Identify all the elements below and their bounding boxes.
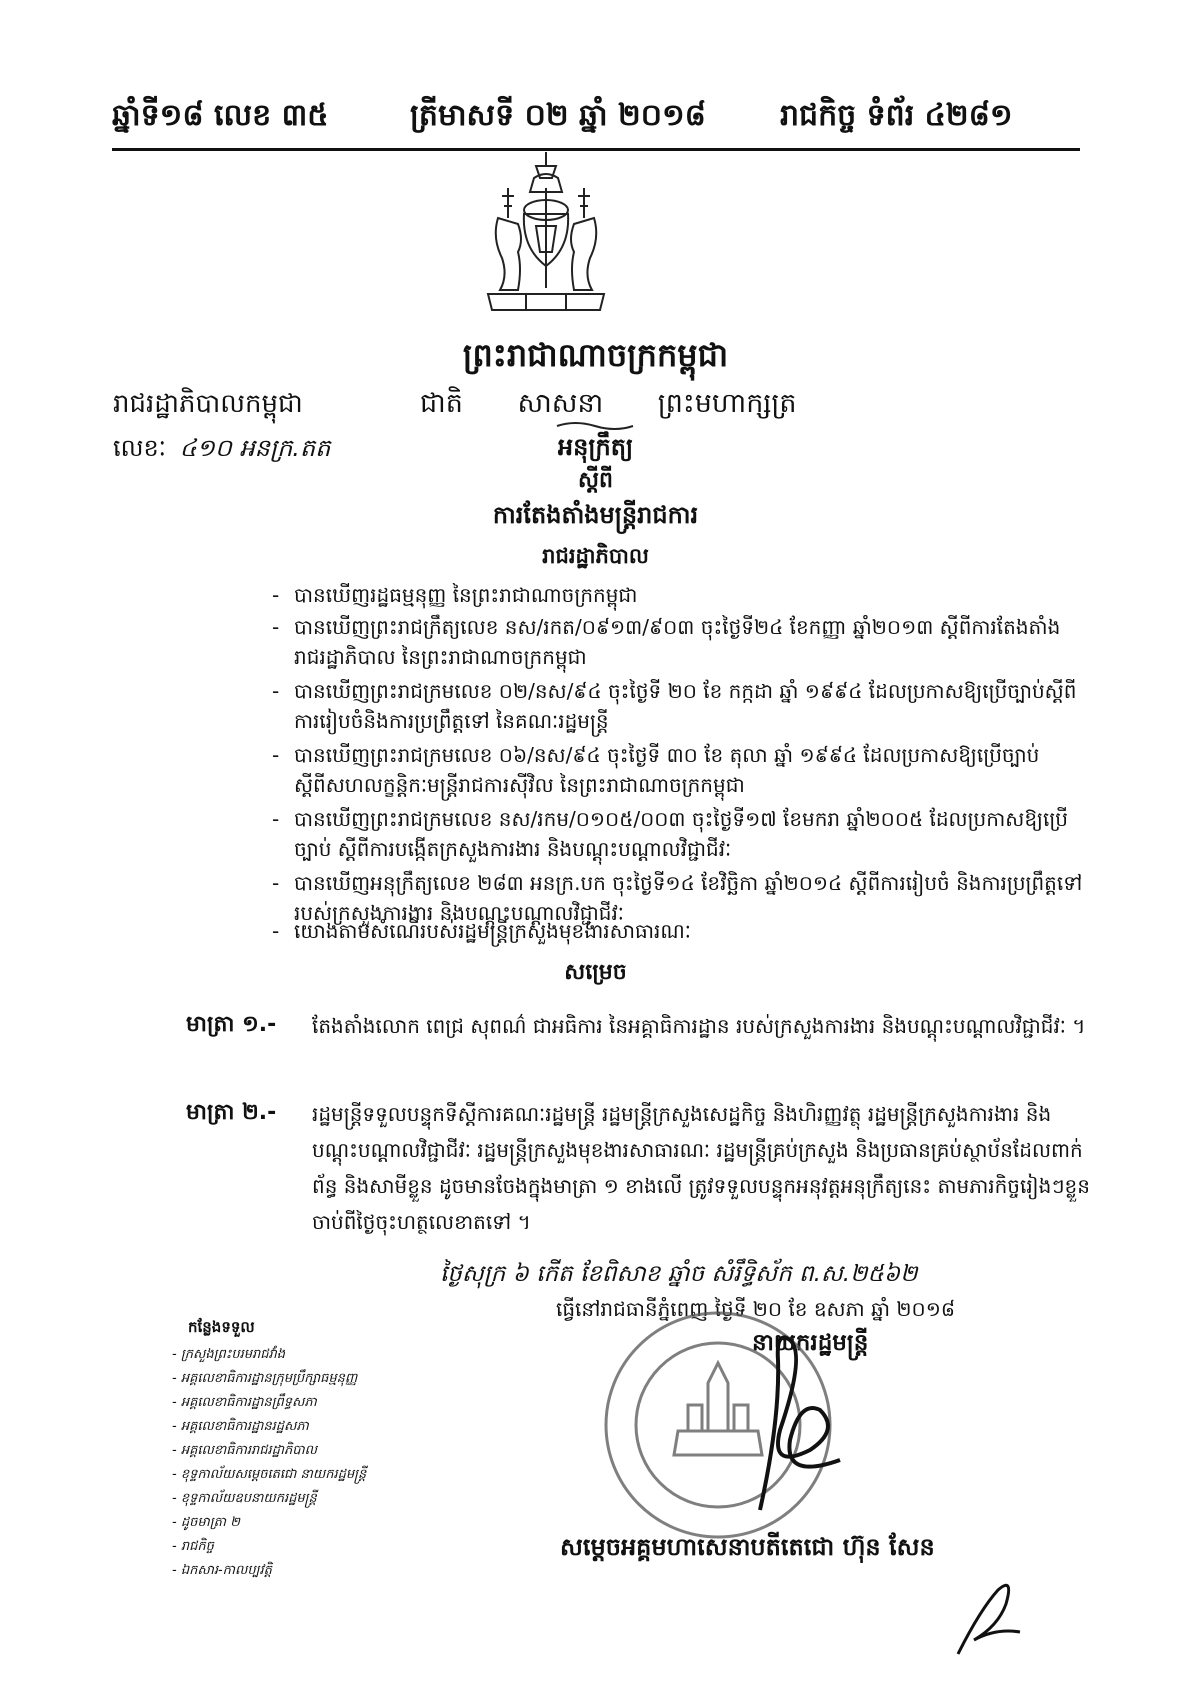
decision-heading: សម្រេច <box>564 960 627 985</box>
royal-coat-of-arms-icon <box>478 148 614 314</box>
recipient-item: - ដូចមាត្រា ២ <box>172 1515 240 1530</box>
recipient-item: - ក្រសួងព្រះបរមរាជវាំង <box>172 1347 286 1362</box>
government-name: រាជរដ្ឋាភិបាលកម្ពុជា <box>113 389 303 419</box>
motto-religion: សាសនា <box>517 388 604 419</box>
recipient-item: - ឯកសារ-កាលប្បវត្តិ <box>172 1563 272 1578</box>
recipient-item: - អគ្គលេខាធិការដ្ឋានរដ្ឋសភា <box>172 1419 309 1434</box>
signer-title: នាយករដ្ឋមន្ត្រី <box>752 1330 869 1356</box>
recipient-item: - អគ្គលេខាធិការដ្ឋានក្រុមប្រឹក្សាធម្មនុញ្ញ <box>172 1371 358 1386</box>
consideration-item: - យោងតាមសំណើរបស់រដ្ឋមន្ត្រីក្រសួងមុខងារសាធារណៈ <box>272 919 691 943</box>
article-1-text: តែងតាំងលោក ពេជ្រ សុពណ៌ ជាអធិការ នៃអគ្គាធិការដ្ឋាន របស់ក្រសួងការងារ និងបណ្តុះបណ្តាលវិជ្ជាជីវៈ ។ <box>312 1014 1086 1038</box>
ornament-divider-icon <box>555 420 635 432</box>
signer-name: សម្តេចអគ្គមហាសេនាបតីតេជោ ហ៊ុន សែន <box>560 1533 935 1561</box>
initials-icon <box>950 1570 1030 1660</box>
consideration-item: - បានឃើញព្រះរាជក្រមលេខ ០២/នស/៩៤ ចុះថ្ងៃទី ២០ ខែ កក្កដា ឆ្នាំ ១៩៩៤ ដែលប្រកាសឱ្យប្រើច្បាប់ស្តីពីការរៀបចំនិងការប្រព្រឹត្តទៅ នៃគណៈរដ្ឋមន្ត្រី <box>272 679 1077 733</box>
consideration-item: - បានឃើញព្រះរាជក្រមលេខ នស/រកម/០១០៥/០០៣ ចុះថ្ងៃទី១៧ ខែមករា ឆ្នាំ២០០៥ ដែលប្រកាសឱ្យប្រើច្បាប់ ស្តីពីការបង្កើតក្រសួងការងារ និងបណ្តុះបណ្តាលវិជ្ជាជីវៈ <box>272 807 1068 861</box>
place-and-date: ធ្វើនៅរាជធានីភ្នំពេញ ថ្ងៃទី ២០ ខែ ឧសភា ឆ្នាំ ២០១៨ <box>556 1297 955 1321</box>
consideration-item: - បានឃើញរដ្ឋធម្មនុញ្ញ នៃព្រះរាជាណាចក្រកម្ពុជា <box>272 583 638 607</box>
document-subject: ការតែងតាំងមន្ត្រីរាជការ <box>492 501 699 529</box>
recipient-item: - ខុទ្ទកាល័យសម្តេចតេជោ នាយករដ្ឋមន្ត្រី <box>172 1467 367 1482</box>
article-1-title: មាត្រា ១.- <box>186 1012 277 1037</box>
recipient-item: - ខុទ្ទកាល័យឧបនាយករដ្ឋមន្ត្រី <box>172 1491 317 1506</box>
article-2-text: រដ្ឋមន្ត្រីទទួលបន្ទុកទីស្តីការគណៈរដ្ឋមន្ត្រី រដ្ឋមន្ត្រីក្រសួងសេដ្ឋកិច្ច និងហិរញ្ញវត្ថុ រដ្ឋមន្ត្រីក្រសួងការងារ និងបណ្តុះបណ្តាលវិជ្ជាជីវៈ រដ្ឋមន្ត្រីក្រសួងមុខងារសាធារណៈ រដ្ឋមន្ត្រីគ្រប់ក្រសួង និងប្រធានគ្រប់ស្ថាប័នដែលពាក់ព័ន្ធ និងសាមីខ្លួន ដូចមានចែងក្នុងមាត្រា ១ ខាងលើ ត្រូវទទួលបន្ទុកអនុវត្តអនុក្រឹត្យនេះ តាមភារកិច្ចរៀងៗខ្លួន ចាប់ពីថ្ងៃចុះហត្ថលេខាតទៅ ។ <box>312 1102 1090 1234</box>
consideration-item: - បានឃើញព្រះរាជក្រមលេខ ០៦/នស/៩៤ ចុះថ្ងៃទី ៣០ ខែ តុលា ឆ្នាំ ១៩៩៤ ដែលប្រកាសឱ្យប្រើច្បាប់ ស្តីពីសហលក្ខន្តិកៈមន្ត្រីរាជការស៊ីវិល នៃព្រះរាជាណាចក្រកម្ពុជា <box>272 743 1040 797</box>
document-type: អនុក្រឹត្យ <box>557 433 634 461</box>
kingdom-title: ព្រះរាជាណាចក្រកម្ពុជា <box>462 336 729 374</box>
gazette-issue: ឆ្នាំទី១៨ លេខ ៣៥ <box>112 98 329 133</box>
recipient-item: - អគ្គលេខាធិការរាជរដ្ឋាភិបាល <box>172 1443 317 1458</box>
document-number-value: ៤១០ អនក្រ.តត <box>179 434 331 462</box>
motto-king: ព្រះមហាក្សត្រ <box>657 388 797 419</box>
issuer-heading: រាជរដ្ឋាភិបាល <box>542 544 649 568</box>
recipients-title: កន្លែងទទួល <box>188 1318 255 1336</box>
motto-nation: ជាតិ <box>420 388 463 419</box>
lunar-date: ថ្ងៃសុក្រ ៦ កើត ខែពិសាខ ឆ្នាំច សំរឹទ្ធិស័ក ព.ស.២៥៦២ <box>440 1261 918 1287</box>
document-type-about: ស្តីពី <box>578 468 613 493</box>
consideration-item: - បានឃើញអនុក្រឹត្យលេខ ២៨៣ អនក្រ.បក ចុះថ្ងៃទី១៤ ខែវិច្ឆិកា ឆ្នាំ២០១៤ ស្តីពីការរៀបចំ និងការប្រព្រឹត្តទៅរបស់ក្រសួងការងារ និងបណ្តុះបណ្តាលវិជ្ជាជីវៈ <box>272 871 1083 925</box>
recipient-item: - រាជកិច្ច <box>172 1539 214 1554</box>
article-2-title: មាត្រា ២.- <box>186 1100 277 1125</box>
gazette-date: ត្រីមាសទី ០២ ឆ្នាំ ២០១៨ <box>410 98 706 133</box>
recipient-item: - អគ្គលេខាធិការដ្ឋានព្រឹទ្ធសភា <box>172 1395 317 1410</box>
gazette-page: រាជកិច្ច ទំព័រ ៤២៨១ <box>780 98 1013 133</box>
consideration-item: - បានឃើញព្រះរាជក្រឹត្យលេខ នស/រកត/០៩១៣/៩០៣ ចុះថ្ងៃទី២៤ ខែកញ្ញា ឆ្នាំ២០១៣ ស្តីពីការតែងតាំងរាជរដ្ឋាភិបាល នៃព្រះរាជាណាចក្រកម្ពុជា <box>272 615 1061 669</box>
signature-icon <box>720 1300 860 1540</box>
document-number-label: លេខៈ <box>113 434 167 462</box>
